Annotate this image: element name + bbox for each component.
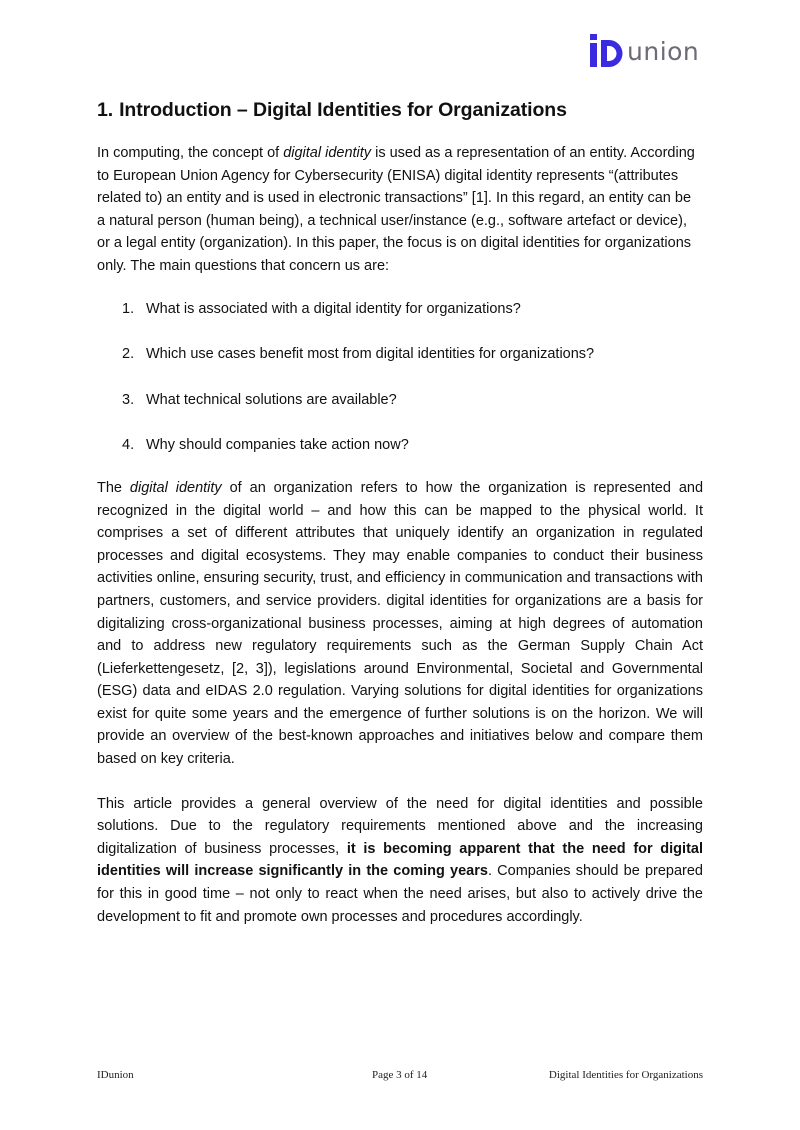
intro-text-1: In computing, the concept of	[97, 145, 284, 161]
definition-paragraph	[97, 477, 703, 771]
intro-paragraph	[97, 142, 703, 278]
para2-bold: it is becoming apparent that the need for digital identities will increase significantly in the coming years	[97, 840, 703, 880]
question-item	[97, 434, 703, 457]
question-number: 2.	[122, 346, 135, 363]
footer-left: IDunion	[97, 1069, 134, 1081]
para2-text-2: . Companies should be prepared for this in good time – not only to react when the need arises, but also to actively drive the development to fit and promote own processes and procedures accordingly.	[97, 863, 703, 925]
question-text: Which use cases benefit most from digital identities for organizations?	[146, 346, 595, 363]
question-text: Why should companies take action now?	[146, 437, 409, 454]
idunion-logo	[588, 30, 708, 72]
footer-right: Digital Identities for Organizations	[548, 1069, 703, 1081]
page-number: Page 3 of 14	[372, 1069, 428, 1081]
question-text: What technical solutions are available?	[146, 391, 397, 408]
para1-text-2: of an organization refers to how the organization is represented and recognized in the digital world – and how this can be mapped to the physical world. It comprises a set of different attributes that uniquely identify an organization in regulated processes and digital ecosystems. They may enable companies to conduct their business activities online, ensuring security, trust, and efficiency in communication and transactions with partners, customers, and service providers. digital identities for organizations are a basis for digitalizing cross-organizational business processes, aiming at high degrees of automation and to address new regulatory requirements such as the German Supply Chain Act (Lieferkettengesetz, [2, 3]), legislations around Environmental, Societal and Governmental (ESG) data and eIDAS 2.0 regulation. Varying solutions for digital identities for organizations exist for quite some years and the emergence of further solutions is on the horizon. We will provide an overview of the best-known approaches and initiatives below and compare them based on key criteria.	[97, 479, 704, 768]
section-heading	[97, 96, 703, 124]
question-item	[97, 343, 703, 366]
question-number: 3.	[122, 391, 135, 408]
para1-emphasis: digital identity	[129, 479, 222, 496]
section-number: 1.	[97, 99, 114, 121]
question-item	[97, 389, 703, 412]
question-list	[97, 298, 703, 457]
section-title: Introduction – Digital Identities for Organizations	[119, 99, 567, 121]
id-logo-mark	[588, 32, 626, 70]
intro-text-2: is used as a representation of an entity. According to European Union Agency for Cybersecurity (ENISA) digital identity represents “(attributes related to) an entity and is used in electronic transactions” [1]. In this regard, an entity can be a natural person (human being), a technical user/instance (e.g., software artefact or device), or a legal entity (organization). In this paper, the focus is on digital identities for organizations only. The main questions that concern us are:	[97, 145, 695, 274]
page-footer	[97, 1069, 703, 1081]
question-text: What is associated with a digital identity for organizations?	[146, 300, 521, 317]
document-body	[97, 96, 703, 928]
intro-emphasis: digital identity	[283, 145, 372, 161]
para2-text-1: This article provides a general overview of the need for digital identities and possible solutions. Due to the regulatory requirements mentioned above and the increasing digitalization of business processes,	[97, 795, 703, 857]
logo-wordmark: union	[627, 36, 700, 66]
question-number: 4.	[122, 437, 135, 454]
question-item	[97, 298, 703, 321]
para1-text-1: The	[97, 479, 130, 496]
question-number: 1.	[122, 300, 135, 317]
overview-paragraph	[97, 793, 703, 929]
